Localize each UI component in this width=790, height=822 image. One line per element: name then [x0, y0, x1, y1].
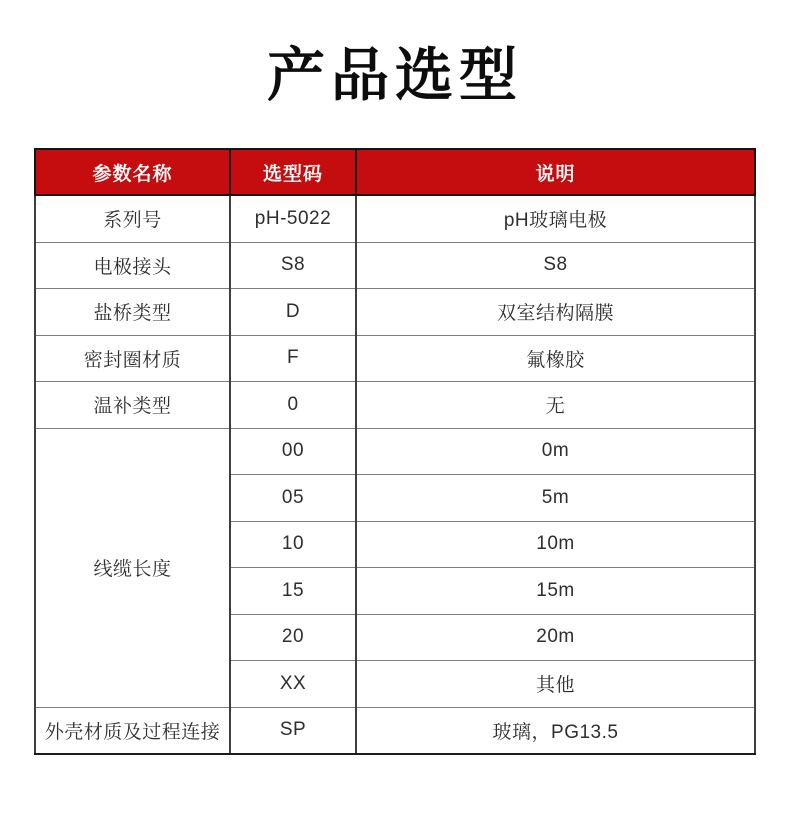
cell-param: 密封圈材质 [35, 335, 230, 382]
cell-code: D [230, 289, 356, 336]
cell-param: 外壳材质及过程连接 [35, 707, 230, 754]
cell-desc: 玻璃，PG13.5 [356, 707, 755, 754]
table-header-row [35, 149, 755, 195]
row-series-number [35, 195, 755, 242]
product-selection-table [34, 148, 756, 755]
cell-desc: 5m [356, 475, 755, 522]
row-salt-bridge-type [35, 289, 755, 336]
row-electrode-connector [35, 242, 755, 289]
cell-code: F [230, 335, 356, 382]
cell-desc: 0m [356, 428, 755, 475]
cell-desc: 15m [356, 568, 755, 615]
cell-param: 盐桥类型 [35, 289, 230, 336]
col-header-description: 说明 [356, 149, 755, 195]
cell-desc: 无 [356, 382, 755, 429]
cell-desc: S8 [356, 242, 755, 289]
row-housing-process-connection [35, 707, 755, 754]
row-cable-length-00 [35, 428, 755, 475]
cell-code: 10 [230, 521, 356, 568]
col-header-selection-code: 选型码 [230, 149, 356, 195]
cell-code: XX [230, 661, 356, 708]
cell-code: pH-5022 [230, 195, 356, 242]
cell-code: SP [230, 707, 356, 754]
cell-param: 电极接头 [35, 242, 230, 289]
cell-code: 20 [230, 614, 356, 661]
cell-desc: pH玻璃电极 [356, 195, 755, 242]
cell-desc: 20m [356, 614, 755, 661]
cell-param-cable-length: 线缆长度 [35, 428, 230, 707]
cell-code: 00 [230, 428, 356, 475]
cell-desc: 10m [356, 521, 755, 568]
cell-code: 15 [230, 568, 356, 615]
page-title: 产品选型 [266, 43, 523, 108]
row-temp-compensation-type [35, 382, 755, 429]
row-seal-material [35, 335, 755, 382]
cell-code: S8 [230, 242, 356, 289]
cell-desc: 氟橡胶 [356, 335, 755, 382]
col-header-parameter-name: 参数名称 [35, 149, 230, 195]
cell-desc: 双室结构隔膜 [356, 289, 755, 336]
cell-param: 温补类型 [35, 382, 230, 429]
cell-desc: 其他 [356, 661, 755, 708]
cell-param: 系列号 [35, 195, 230, 242]
cell-code: 0 [230, 382, 356, 429]
cell-code: 05 [230, 475, 356, 522]
